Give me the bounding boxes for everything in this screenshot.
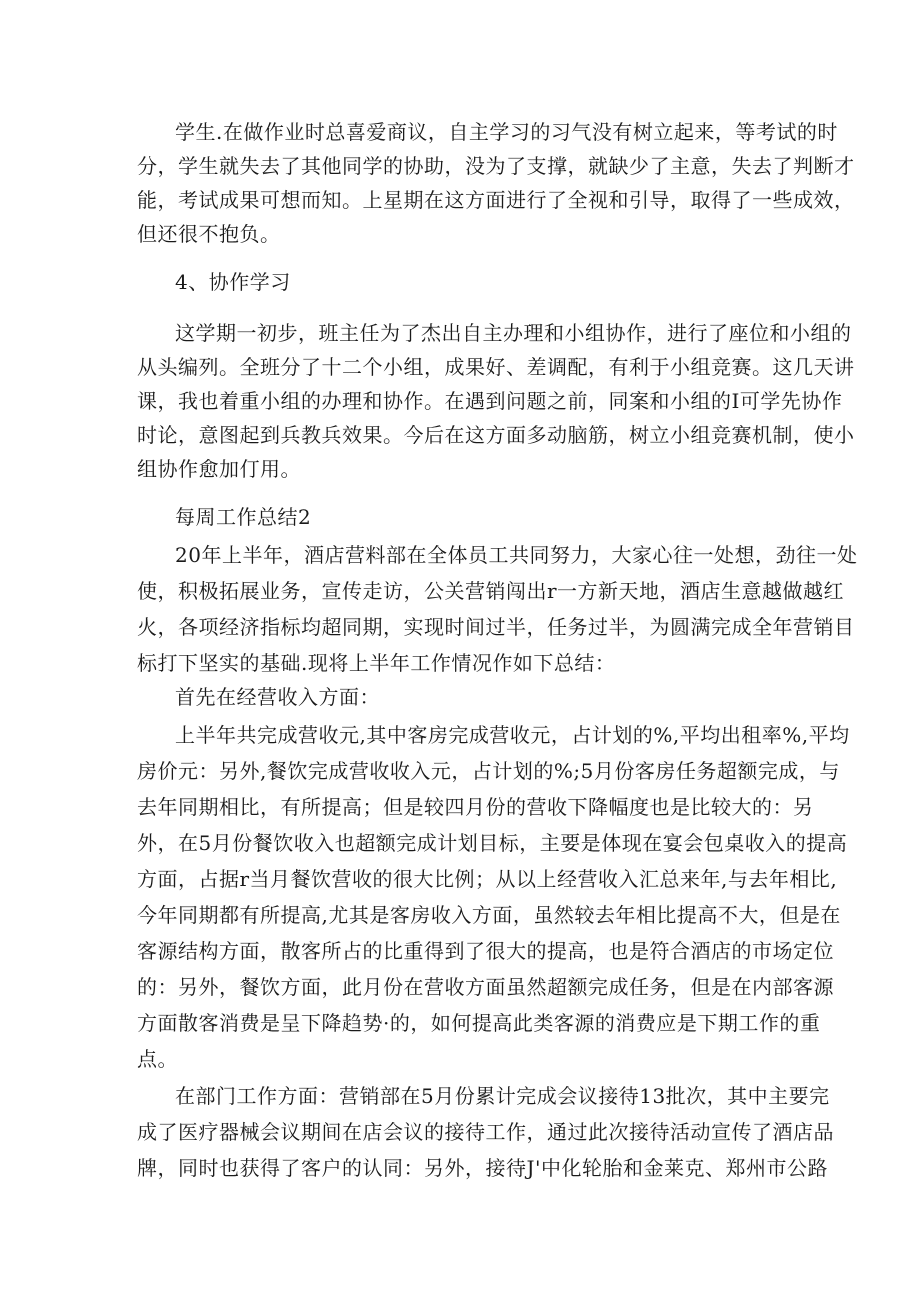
text-line: 去年同期相比，有所提高；但是较四月份的营收下降幅度也是比较大的：另 bbox=[137, 795, 814, 819]
paragraph-department-work bbox=[137, 1078, 834, 1186]
text-line: 方面散客消费是呈下降趋势·的，如何提高此类客源的消费应是下期工作的重 bbox=[137, 1011, 821, 1035]
text-line: 从头编列。全班分了十二个小组，成果好、差调配，有利于小组竞赛。这几天讲 bbox=[137, 355, 855, 379]
text-line: 时论，意图起到兵教兵效果。今后在这方面多动脑筋，树立小组竞赛机制，使小 bbox=[137, 423, 855, 447]
text-line: 分，学生就失去了其他同学的协助，没为了支撑，就缺少了主意，失去了判断才 bbox=[137, 154, 855, 178]
text-line: 学生.在做作业时总喜爱商议，自主学习的习气没有树立起来，等考试的时 bbox=[175, 120, 838, 144]
text-line: 房价元：另外,餐饮完成营收收入元，占计划的%;5月份客房任务超额完成，与 bbox=[137, 759, 840, 783]
paragraph-half-year-intro bbox=[137, 537, 858, 681]
paragraph-study-habits bbox=[137, 115, 855, 251]
text-line: 今年同期都有所提高,尤其是客房收入方面，虽然较去年相比提高不大，但是在 bbox=[137, 903, 841, 927]
text-line: 在部门工作方面：营销部在5月份累计完成会议接待13批次，其中主要完 bbox=[175, 1084, 830, 1108]
text-line: 点。 bbox=[137, 1047, 178, 1071]
section-heading-cooperative-learning bbox=[137, 265, 785, 299]
text-line: 牌，同时也获得了客户的认同：另外，接待J'中化轮胎和金莱克、郑州市公路 bbox=[137, 1156, 829, 1180]
text-line: 课，我也着重小组的办理和协作。在遇到问题之前，同案和小组的I可学先协作 bbox=[137, 389, 843, 413]
text-line: 20年上半年，酒店营料部在全体员工共同努力，大家心往一处想，劲往一处 bbox=[175, 543, 858, 567]
text-line: 方面，占据r当月餐饮营收的很大比例；从以上经营收入汇总来年,与去年相比, bbox=[137, 867, 838, 891]
text-line: 的：另外，餐饮方面，此月份在营收方面虽然超额完成任务，但是在内部客源 bbox=[137, 975, 834, 999]
title-text: 每周工作总结2 bbox=[175, 505, 312, 529]
text-line: 上半年共完成营收元,其中客房完成营收元，占计划的%,平均出租率%,平均 bbox=[175, 723, 850, 747]
text-line: 成了医疗器械会议期间在店会议的接待工作，通过此次接待活动宣传了酒店品 bbox=[137, 1120, 834, 1144]
text-line: 这学期一初步，班主任为了杰出自主办理和小组协作，进行了座位和小组的 bbox=[175, 321, 852, 345]
text-line: 使，积极拓展业务，宣传走访，公关营销闯出r一方新天地，酒店生意越做越红 bbox=[137, 579, 845, 603]
summary-title bbox=[137, 500, 785, 534]
paragraph-group-cooperation bbox=[137, 316, 855, 486]
text-line: 外，在5月份餐饮收入也超额完成计划目标，主要是体现在宴会包桌收入的提高 bbox=[137, 831, 848, 855]
text-line: 火，各项经济指标均超同期，实现时间过半，任务过半，为圆满完成全年营销目 bbox=[137, 615, 855, 639]
text-line: 能，考试成果可想而知。上星期在这方面进行了全视和引导，取得了一些成效， bbox=[137, 188, 855, 212]
text-line: 标打下坚实的基础.现将上半年工作情况作如下总结： bbox=[137, 651, 616, 675]
text-line: 但还很不抱负。 bbox=[137, 222, 281, 246]
text-line: 组协作愈加仃用。 bbox=[137, 457, 301, 481]
subheading-revenue bbox=[137, 680, 785, 714]
heading-text: 4、协作学习 bbox=[175, 270, 291, 294]
text-line: 客源结构方面，散客所占的比重得到了很大的提高，也是符合酒店的市场定位 bbox=[137, 939, 834, 963]
subheading-text: 首先在经营收入方面： bbox=[175, 685, 380, 709]
paragraph-revenue-details bbox=[137, 717, 850, 1077]
